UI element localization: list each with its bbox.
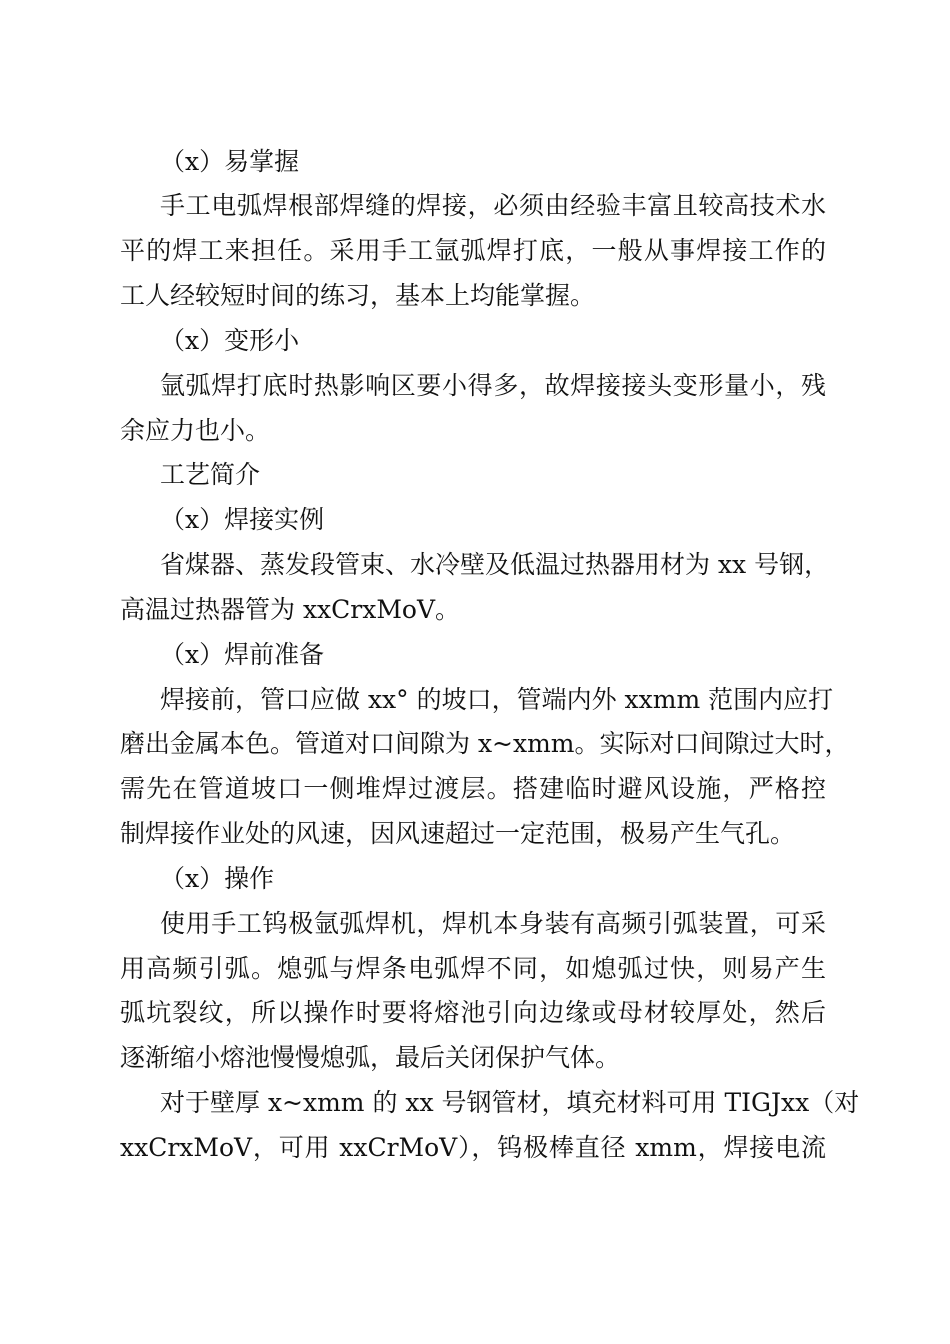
- paragraph-line: 工人经较短时间的练习，基本上均能掌握。: [120, 281, 596, 310]
- paragraph-line: 逐渐缩小熔池慢慢熄弧，最后关闭保护气体。: [120, 1043, 621, 1072]
- paragraph-line: 高温过热器管为 xxCrxMoV。: [120, 595, 461, 624]
- paragraph-line: 弧坑裂纹，所以操作时要将熔池引向边缘或母材较厚处，然后: [120, 998, 826, 1027]
- paragraph-line: 对于壁厚 x~xmm 的 xx 号钢管材，填充材料可用 TIGJxx（对: [160, 1088, 860, 1117]
- paragraph-line: 使用手工钨极氩弧焊机，焊机本身装有高频引弧装置，可采: [160, 909, 826, 938]
- heading-welding-example: （x）焊接实例: [160, 505, 325, 534]
- paragraph-line: 余应力也小。: [120, 416, 271, 445]
- paragraph-line: 磨出金属本色。管道对口间隙为 x~xmm。实际对口间隙过大时，: [120, 729, 850, 758]
- heading-process-overview: 工艺简介: [160, 460, 261, 489]
- paragraph-line: xxCrxMoV，可用 xxCrMoV），钨极棒直径 xmm，焊接电流: [120, 1133, 826, 1162]
- paragraph-line: 平的焊工来担任。采用手工氩弧焊打底，一般从事焊接工作的: [120, 236, 826, 265]
- heading-operation: （x）操作: [160, 864, 275, 893]
- heading-pre-weld-preparation: （x）焊前准备: [160, 640, 325, 669]
- paragraph-line: 需先在管道坡口一侧堆焊过渡层。搭建临时避风设施，严格控: [120, 774, 826, 803]
- paragraph-line: 制焊接作业处的风速，因风速超过一定范围，极易产生气孔。: [120, 819, 796, 848]
- heading-easy-to-master: （x）易掌握: [160, 147, 300, 176]
- heading-small-deformation: （x）变形小: [160, 326, 300, 355]
- paragraph-line: 省煤器、蒸发段管束、水冷壁及低温过热器用材为 xx 号钢，: [160, 550, 830, 579]
- paragraph-line: 手工电弧焊根部焊缝的焊接，必须由经验丰富且较高技术水: [160, 191, 826, 220]
- paragraph-line: 焊接前，管口应做 xx° 的坡口，管端内外 xxmm 范围内应打: [160, 685, 834, 714]
- paragraph-line: 氩弧焊打底时热影响区要小得多，故焊接接头变形量小，残: [160, 371, 826, 400]
- paragraph-line: 用高频引弧。熄弧与焊条电弧焊不同，如熄弧过快，则易产生: [120, 954, 826, 983]
